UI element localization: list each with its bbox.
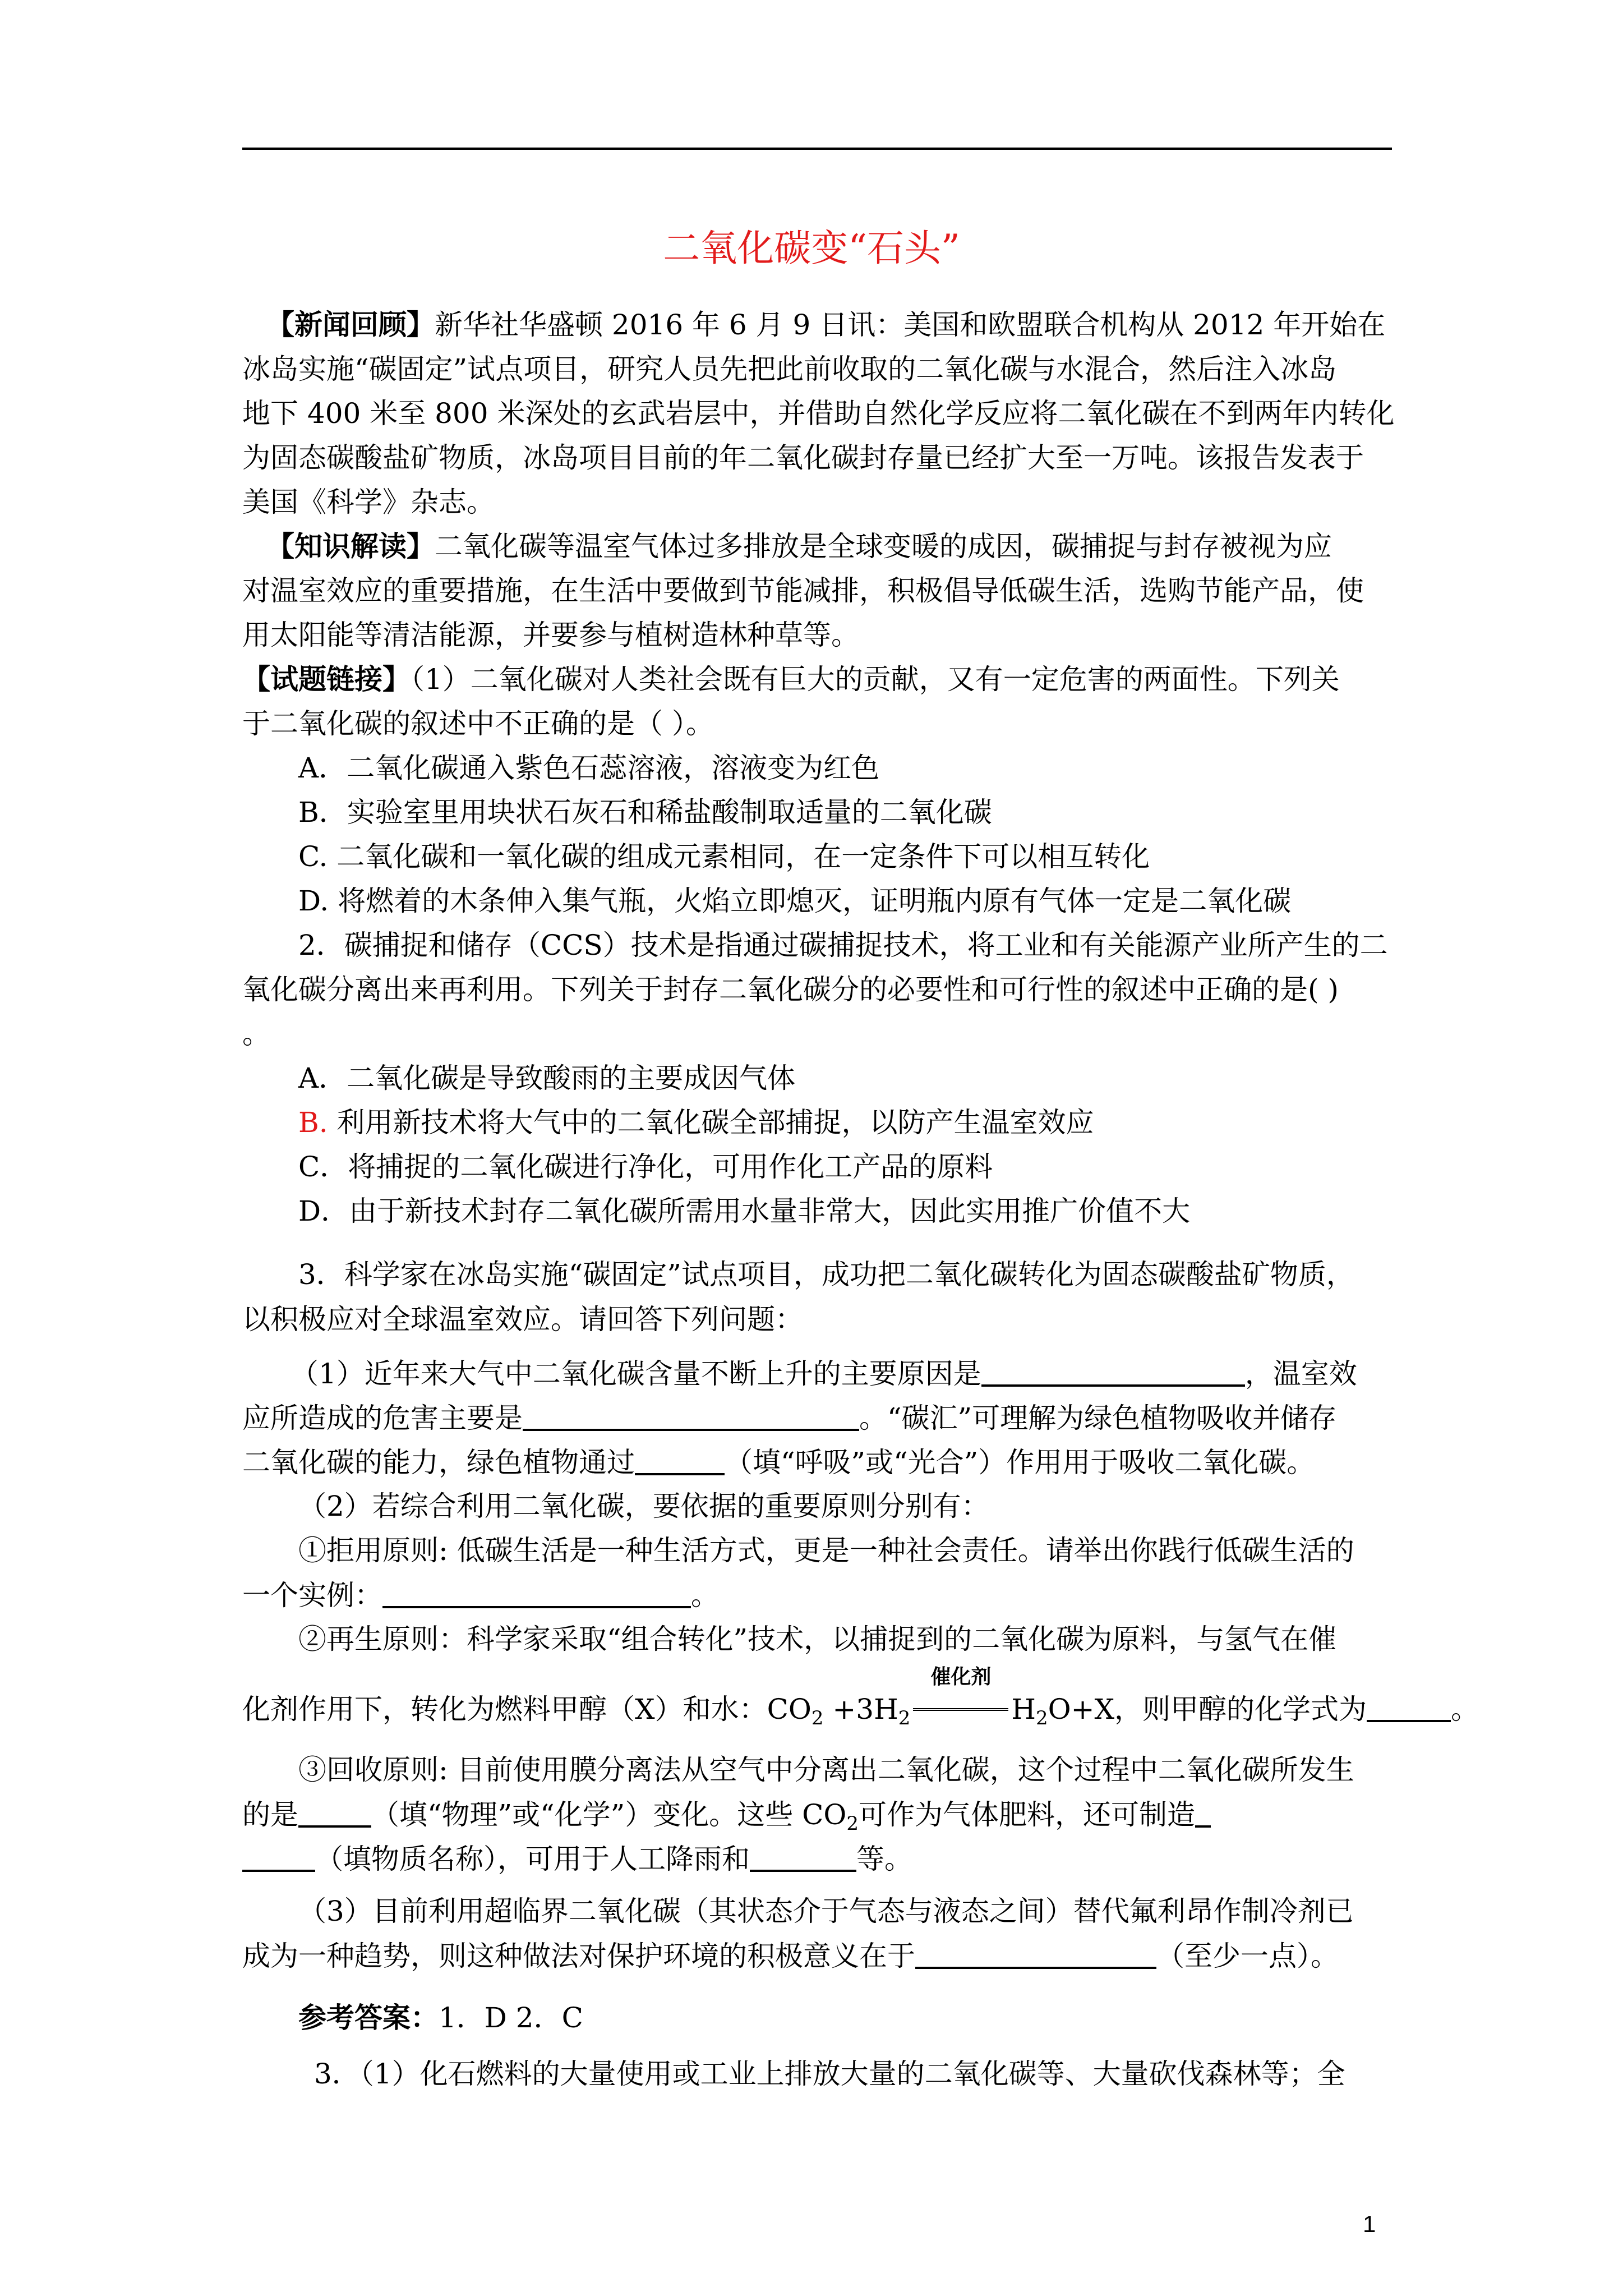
q3-p3-line-1: （3）目前利用超临界二氧化碳（其状态介于气态与液态之间）替代氟利昂作制冷剂已 (298, 1895, 1354, 1927)
q2-option-c: C．将捕捉的二氧化碳进行净化，可用作化工产品的原料 (298, 1151, 993, 1183)
q3-p2: （2）若综合利用二氧化碳，要依据的重要原则分别有： (298, 1490, 989, 1522)
answers-label: 参考答案： (298, 2001, 439, 2034)
answer-blank[interactable] (1367, 1691, 1451, 1722)
q1-line-2: 于二氧化碳的叙述中不正确的是（ ）。 (242, 707, 714, 740)
q2-option-d: D．由于新技术封存二氧化碳所需用水量非常大，因此实用推广价值不大 (298, 1195, 1191, 1227)
q2-line-1: 2．碳捕捉和储存（CCS）技术是指通过碳捕捉技术，将工业和有关能源产业所产生的二 (298, 929, 1388, 961)
q3-r3-line-3: （填物质名称），可用于人工降雨和 等。 (242, 1841, 912, 1877)
news-line-1: 【新闻回顾】新华社华盛顿 2016 年 6 月 9 日讯：美国和欧盟联合机构从 2012 年开始在 (266, 308, 1386, 341)
news-line-2: 冰岛实施“碳固定”试点项目，研究人员先把此前收取的二氧化碳与水混合，然后注入冰岛 (242, 353, 1337, 385)
q3-r2-equation-line: 化剂作用下，转化为燃料甲醇（X）和水：$CO_2 +3H_2$ 催化剂 $H_2O+X$，则甲醇的化学式为 。 (242, 1665, 1479, 1729)
q3-intro-line-1: 3．科学家在冰岛实施“碳固定”试点项目，成功把二氧化碳转化为固态碳酸盐矿物质， (298, 1258, 1354, 1291)
q3-r3-line-2: 的是 （填“物理”或“化学”）变化。这些 $CO_2$可作为气体肥料，还可制造 (242, 1796, 1211, 1842)
answer-blank[interactable] (750, 1841, 856, 1872)
q2-line-3: 。 (242, 1018, 270, 1050)
knowledge-line-1: 【知识解读】二氧化碳等温室气体过多排放是全球变暖的成因，碳捕捉与封存被视为应 (266, 530, 1332, 563)
news-line-3: 地下 400 米至 800 米深处的玄武岩层中，并借助自然化学反应将二氧化碳在不到两年内转化 (242, 397, 1395, 430)
news-label: 【新闻回顾】 (266, 308, 435, 341)
q2-option-b-letter: B. (298, 1106, 328, 1139)
answers-line-1: 参考答案：1．D 2．C (298, 2001, 583, 2034)
questions-label: 【试题链接】 (242, 662, 411, 696)
q1-line-1: 【试题链接】（1）二氧化碳对人类社会既有巨大的贡献，又有一定危害的两面性。下列关 (242, 662, 1340, 696)
q1-option-d: D. 将燃着的木条伸入集气瓶，火焰立即熄灭，证明瓶内原有气体一定是二氧化碳 (298, 885, 1292, 917)
q1-option-c: C. 二氧化碳和一氧化碳的组成元素相同，在一定条件下可以相互转化 (298, 840, 1150, 873)
answers-line-2: 3．（1）化石燃料的大量使用或工业上排放大量的二氧化碳等、大量砍伐森林等；全 (314, 2058, 1345, 2090)
knowledge-label: 【知识解读】 (266, 530, 435, 563)
q1-option-b: B．实验室里用块状石灰石和稀盐酸制取适量的二氧化碳 (298, 796, 992, 829)
q3-r3-line-1: ③回收原则: 目前使用膜分离法从空气中分离出二氧化碳，这个过程中二氧化碳所发生 (298, 1754, 1354, 1786)
catalyst-label: 催化剂 (930, 1665, 992, 1688)
knowledge-line-2: 对温室效应的重要措施，在生活中要做到节能减排，积极倡导低碳生活，选购节能产品，使 (242, 574, 1364, 607)
news-line-4: 为固态碳酸盐矿物质，冰岛项目目前的年二氧化碳封存量已经扩大至一万吨。该报告发表于 (242, 441, 1364, 474)
q2-option-b: B. 利用新技术将大气中的二氧化碳全部捕捉，以防产生温室效应 (298, 1106, 1094, 1139)
q3-intro-line-2: 以积极应对全球温室效应。请回答下列问题： (242, 1303, 803, 1336)
news-line-5: 美国《科学》杂志。 (242, 486, 495, 518)
answer-blank[interactable] (382, 1577, 691, 1608)
knowledge-line-3: 用太阳能等清洁能源，并要参与植树造林种草等。 (242, 619, 859, 651)
q3-p3-line-2: 成为一种趋势，则这种做法对保护环境的积极意义在于 （至少一点）。 (242, 1938, 1339, 1974)
q3-p1-line-1: （1）近年来大气中二氧化碳含量不断上升的主要原因是 ，温室效 (291, 1355, 1357, 1392)
q3-r1-line-1: ①拒用原则: 低碳生活是一种生活方式，更是一种社会责任。请举出你践行低碳生活的 (298, 1534, 1354, 1567)
header-rule (242, 148, 1392, 150)
page-number: 1 (1363, 2211, 1376, 2237)
answer-blank[interactable] (1195, 1796, 1211, 1828)
q3-p1-line-2: 应所造成的危害主要是 。“碳汇”可理解为绿色植物吸收并储存 (242, 1400, 1336, 1436)
q2-option-a: A．二氧化碳是导致酸雨的主要成因气体 (298, 1062, 796, 1094)
q2-line-2: 氧化碳分离出来再利用。下列关于封存二氧化碳分的必要性和可行性的叙述中正确的是( ) (242, 973, 1339, 1006)
q3-r2-line-1: ②再生原则：科学家采取“组合转化”技术，以捕捉到的二氧化碳为原料，与氢气在催 (298, 1623, 1337, 1655)
answer-blank[interactable] (523, 1400, 859, 1431)
q3-p1-line-3: 二氧化碳的能力，绿色植物通过 （填“呼吸”或“光合”）作用用于吸收二氧化碳。 (242, 1444, 1315, 1480)
page-title: 二氧化碳变“石头” (663, 227, 960, 270)
q3-r1-line-2: 一个实例： 。 (242, 1577, 719, 1613)
answer-blank[interactable] (298, 1796, 371, 1828)
answer-blank[interactable] (981, 1355, 1245, 1387)
answer-blank[interactable] (635, 1444, 725, 1475)
q1-option-a: A．二氧化碳通入紫色石蕊溶液，溶液变为红色 (298, 752, 880, 784)
answer-blank[interactable] (915, 1938, 1156, 1969)
catalyst-arrow (910, 1665, 1011, 1727)
answer-blank[interactable] (242, 1841, 315, 1872)
